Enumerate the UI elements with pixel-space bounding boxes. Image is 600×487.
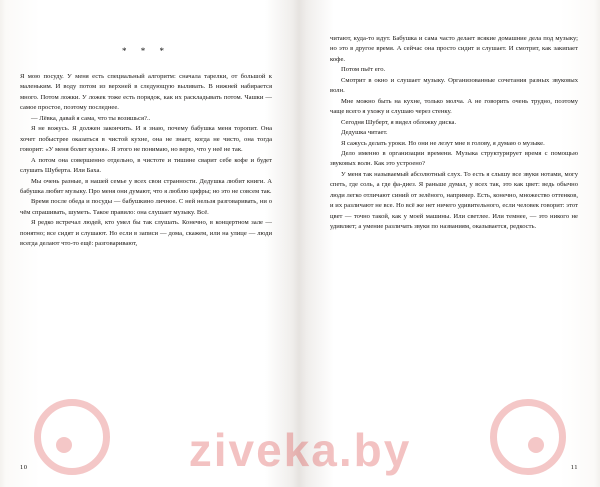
paragraph: А потом она совершенно отдельно, в чистоте и тишине сварит себе кофе и будет слушать Шуберта. Или Баха. — [20, 156, 272, 175]
paragraph: Я редко встречал людей, кто умел бы так слушать. Конечно, в концертном зале — понятно; все сидят и слушают. Но если в записи — дома, скажем, или на улице — люди всегда делают что-то ещё: разговаривают, — [20, 219, 272, 248]
section-ornament: * * * — [122, 46, 170, 56]
paragraph: Я не вожусь. Я должен закончить. И я знаю, почему бабушка меня торопит. Она хочет побыстрее оказаться в чистой кухне, она не знает, когда не чисто, она тогда говорит: «У меня болит кухня». Я этого не понимаю, но верю, что у неё не так. — [20, 125, 272, 154]
page-number-left: 10 — [20, 464, 28, 471]
paragraph: Мы очень разные, в нашей семье у всех свои странности. Дедушка любит книги. А бабушка любит музыку. Про меня они думают, что я люблю цифры; но это не совсем так. — [20, 177, 272, 195]
paragraph: У меня так называемый абсолютный слух. То есть я слышу все звуки нотами, могу спеть, где соль, а где фа-диез. Я раньше думал, у всех так, это как цвет: ведь обычно люди легко отличают синий от зелёного, например. Есть, конечно, множество оттенков, и их различают не все. Но всё же нет ничего удивительного, если человек говорит: этот цвет — точно такой, как у моей машины. Или светлее. Или темнее, — это никого не удивляет; а умение различать звуки по названиям, оказывается, редкость. — [330, 170, 578, 231]
paragraph: Время после обеда и посуды — бабушкино личное. С ней нельзя разговаривать, ни о чём спрашивать, шуметь. Такое правило: она слушает музыку. Всё. — [20, 198, 272, 216]
page-right — [300, 0, 600, 487]
paragraph: читают, куда-то идут. Бабушка и сама часто делает всякие домашние дела под музыку; но это в другое время. А сейчас она просто сидит и слушает. И смотрит, как закипает кофе. — [330, 35, 578, 63]
paragraph: Дело именно в организации времени. Музыка структурирует время с помощью звуковых волн. Как это устроено? — [330, 149, 578, 168]
watermark-text: ziveka.by — [188, 424, 412, 476]
left-page-body — [20, 72, 272, 250]
paragraph: Мне можно быть на кухне, только молча. А не говорить очень трудно, поэтому чаще всего я ухожу и слушаю через стенку. — [330, 97, 578, 116]
page-number-right: 11 — [570, 464, 578, 471]
paragraph: Смотрит в окно и слушает музыку. Организованные сочетания разных звуковых волн. — [330, 76, 578, 95]
paragraph: Сегодня Шуберт, я видел обложку диска. — [341, 118, 457, 126]
right-page-body — [330, 34, 578, 233]
paragraph: Я мою посуду. У меня есть специальный алгоритм: сначала тарелки, от большой к маленьким. И воду потом из верхней в следующую выливать. В нижней набирается много. Потом ложки. У ложек тоже есть порядок, как их раскладывать потом. Чашки — самое простое, поэтому последнее. — [20, 73, 272, 112]
paragraph: Потом пьёт его. — [341, 66, 386, 74]
paragraph: — Лёвка, давай я сама, что ты возишься?.. — [31, 114, 151, 122]
paragraph: Я сажусь делать уроки. Но они не лезут мне в голову, я думаю о музыке. — [341, 139, 545, 147]
paragraph: Дедушка читает. — [341, 129, 388, 137]
